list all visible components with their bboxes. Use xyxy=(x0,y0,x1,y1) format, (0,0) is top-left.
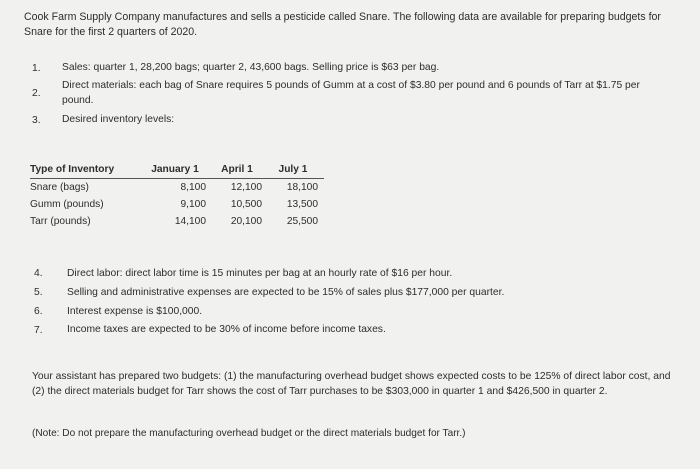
item-2-number: 2. xyxy=(32,88,41,99)
header-january: January 1 xyxy=(144,162,212,179)
table-row xyxy=(30,196,324,213)
header-type: Type of Inventory xyxy=(30,162,144,179)
item-5-text: Selling and administrative expenses are expected to be 15% of sales plus $177,000 per quarter. xyxy=(67,287,505,298)
item-4-text: Direct labor: direct labor time is 15 minutes per bag at an hourly rate of $16 per hour. xyxy=(67,268,453,279)
cell-value: 14,100 xyxy=(174,216,206,227)
cell-value: 18,100 xyxy=(286,182,318,193)
table-row xyxy=(30,179,324,197)
table-row xyxy=(30,213,324,230)
row-label: Tarr (pounds) xyxy=(30,216,91,227)
item-3-number: 3. xyxy=(32,115,41,126)
item-7-number: 7. xyxy=(34,325,43,336)
row-label: Snare (bags) xyxy=(30,182,89,193)
cell-value: 13,500 xyxy=(286,199,318,210)
header-april: April 1 xyxy=(212,162,268,179)
cell-value: 12,100 xyxy=(230,182,262,193)
item-5-number: 5. xyxy=(34,287,43,298)
intro-paragraph: Cook Farm Supply Company manufactures and sells a pesticide called Snare. The following data are available for preparing budgets for Snare for the first 2 quarters of 2020. xyxy=(24,11,661,38)
cell-value: 10,500 xyxy=(230,199,262,210)
item-6-number: 6. xyxy=(34,306,43,317)
header-july: July 1 xyxy=(268,162,324,179)
cell-value: 20,100 xyxy=(230,216,262,227)
item-2-text: Direct materials: each bag of Snare requires 5 pounds of Gumm at a cost of $3.80 per pound and 6 pounds of Tarr at $1.75 per pound. xyxy=(62,80,640,106)
cell-value: 25,500 xyxy=(286,216,318,227)
table-header-row xyxy=(30,162,324,179)
note-text: (Note: Do not prepare the manufacturing overhead budget or the direct materials budget for Tarr.) xyxy=(32,428,466,439)
item-6-text: Interest expense is $100,000. xyxy=(67,306,203,317)
item-1-text: Sales: quarter 1, 28,200 bags; quarter 2, 43,600 bags. Selling price is $63 per bag. xyxy=(62,62,440,73)
inventory-table xyxy=(30,162,324,230)
assistant-paragraph: Your assistant has prepared two budgets: (1) the manufacturing overhead budget shows expected costs to be 125% of direct labor cost, and (2) the direct materials budget for Tarr shows the cost of Tarr purchases to be $303,000 in quarter 1 and $426,500 in quarter 2. xyxy=(32,371,671,397)
item-7-text: Income taxes are expected to be 30% of income before income taxes. xyxy=(67,324,386,335)
item-4-number: 4. xyxy=(34,268,43,279)
row-label: Gumm (pounds) xyxy=(30,199,104,210)
cell-value: 8,100 xyxy=(180,182,206,193)
item-1-number: 1. xyxy=(32,63,41,74)
item-3-text: Desired inventory levels: xyxy=(62,114,175,125)
cell-value: 9,100 xyxy=(180,199,206,210)
